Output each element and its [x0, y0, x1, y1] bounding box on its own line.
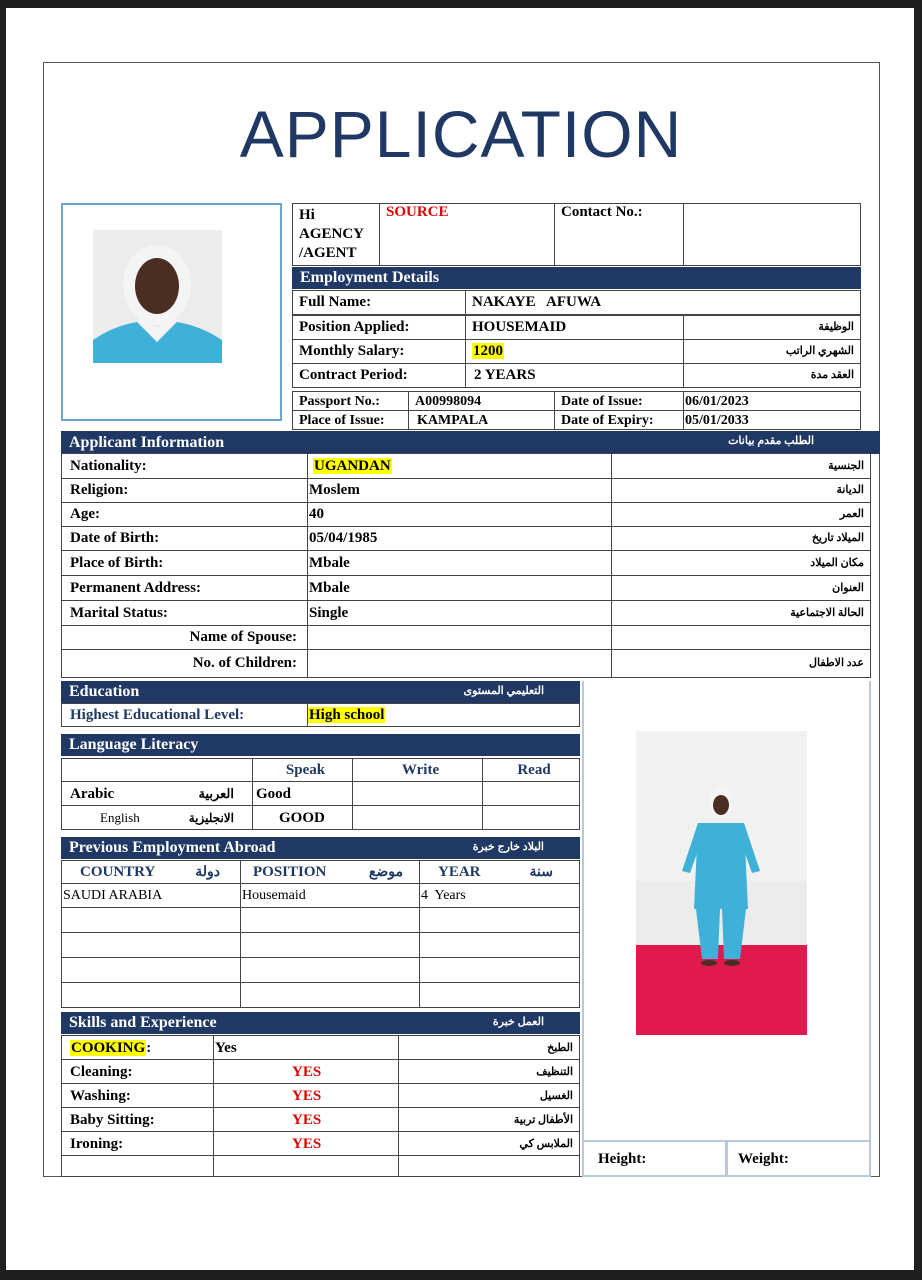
language-col-write: Write: [352, 758, 483, 782]
skill-row-label: Ironing:: [61, 1131, 214, 1156]
previous-empty-cell: [419, 932, 580, 958]
applicant-row-arabic: مكان الميلاد: [611, 550, 871, 576]
language-name-arabic: العربية: [198, 786, 234, 801]
applicant-row-label: No. of Children:: [61, 649, 308, 678]
issue-date-label: Date of Issue:: [554, 391, 684, 411]
applicant-row-value: [307, 649, 612, 678]
language-name: English: [100, 810, 140, 825]
previous-empty-cell: [240, 932, 420, 958]
education-header-arabic: التعليمي المستوى: [463, 685, 544, 697]
position-label: Position Applied:: [292, 315, 466, 340]
language-english-speak: GOOD: [252, 805, 353, 830]
height-label: Height:: [582, 1140, 727, 1177]
passport-value: A00998094: [408, 391, 555, 411]
applicant-row-arabic: عدد الاطفال: [611, 649, 871, 678]
applicant-row-arabic: الميلاد تاريخ: [611, 526, 871, 551]
language-row-english: [61, 805, 253, 830]
applicant-row-value: Mbale: [307, 575, 612, 601]
language-arabic-write: [352, 781, 483, 806]
applicant-row-label: Permanent Address:: [61, 575, 308, 601]
previous-row-year: 4 Years: [419, 883, 580, 908]
skills-header-arabic: العمل خبرة: [492, 1016, 544, 1028]
previous-header: Previous Employment Abroad: [61, 837, 580, 859]
col-label: COUNTRY: [80, 864, 156, 880]
previous-empty-cell: [61, 982, 241, 1008]
applicant-row-value: Single: [307, 600, 612, 626]
weight-label: Weight:: [726, 1140, 871, 1177]
language-col-speak: Speak: [252, 758, 353, 782]
education-level-value: [307, 703, 580, 727]
skills-header: Skills and Experience: [61, 1012, 580, 1034]
contact-value: [683, 203, 861, 266]
applicant-row-value: 05/04/1985: [307, 526, 612, 551]
skill-row-arabic: الغسيل: [398, 1083, 580, 1108]
contact-label: Contact No.:: [554, 203, 684, 266]
skill-row-arabic: [398, 1155, 580, 1177]
language-english-write: [352, 805, 483, 830]
language-col-read: Read: [482, 758, 580, 782]
skill-row-value: YES: [213, 1059, 399, 1084]
applicant-row-label: Name of Spouse:: [61, 625, 308, 650]
skill-row-value: [213, 1155, 399, 1177]
previous-col-year: [419, 860, 580, 884]
applicant-row-value: 40: [307, 502, 612, 527]
education-level-highlight: High school: [309, 707, 385, 723]
applicant-header: Applicant Information: [61, 431, 880, 454]
expiry-value: 05/01/2033: [683, 410, 861, 430]
applicant-row-arabic: [611, 625, 871, 650]
previous-empty-cell: [419, 982, 580, 1008]
applicant-row-arabic: الديانة: [611, 478, 871, 503]
previous-empty-cell: [419, 907, 580, 933]
previous-empty-cell: [240, 982, 420, 1008]
previous-empty-cell: [419, 957, 580, 983]
position-value: HOUSEMAID: [465, 315, 684, 340]
skill-row-label: [61, 1155, 214, 1177]
applicant-row-label: Religion:: [61, 478, 308, 503]
skill-row-value: YES: [213, 1131, 399, 1156]
skill-row-arabic: الأطفال تربية: [398, 1107, 580, 1132]
contract-value: 2 YEARS: [465, 363, 684, 388]
previous-col-position: [240, 860, 420, 884]
applicant-row-label: Date of Birth:: [61, 526, 308, 551]
language-corner: [61, 758, 253, 782]
language-name-arabic: الانجليزية: [188, 811, 234, 825]
portrait-photo: [93, 230, 222, 363]
previous-empty-cell: [61, 932, 241, 958]
applicant-row-value: [307, 625, 612, 650]
contract-arabic: العقد مدة: [683, 363, 861, 388]
language-english-read: [482, 805, 580, 830]
salary-value: [465, 339, 684, 364]
previous-row-position: Housemaid: [240, 883, 420, 908]
salary-highlight: 1200: [473, 343, 503, 359]
salary-label: Monthly Salary:: [292, 339, 466, 364]
col-label: YEAR: [438, 864, 481, 880]
full-body-photo: [636, 731, 807, 1035]
position-arabic: الوظيفة: [683, 315, 861, 340]
agency-label: Hi AGENCY /AGENT: [292, 203, 380, 266]
page-title: APPLICATION: [239, 97, 683, 171]
applicant-row-label: Nationality:: [61, 453, 308, 479]
skill-cooking-arabic: الطبخ: [398, 1035, 580, 1060]
language-name: Arabic: [70, 786, 115, 802]
skill-cooking-highlight: COOKING: [71, 1040, 146, 1056]
applicant-row-arabic: العمر: [611, 502, 871, 527]
skill-row-value: YES: [213, 1083, 399, 1108]
col-label-arabic: موضع: [368, 865, 403, 880]
applicant-row-label: Marital Status:: [61, 600, 308, 626]
place-issue-value: KAMPALA: [408, 410, 555, 430]
employment-header: Employment Details: [292, 267, 861, 289]
passport-label: Passport No.:: [292, 391, 409, 411]
applicant-row-arabic: الجنسية: [611, 453, 871, 479]
previous-empty-cell: [240, 957, 420, 983]
applicant-row-value: Mbale: [307, 550, 612, 576]
skill-row-label: Baby Sitting:: [61, 1107, 214, 1132]
issue-date-value: 06/01/2023: [683, 391, 861, 411]
applicant-row-label: Age:: [61, 502, 308, 527]
full-name-value: NAKAYE AFUWA: [465, 290, 861, 315]
language-row-arabic: [61, 781, 253, 806]
language-arabic-speak: Good: [252, 781, 353, 806]
nationality-highlight: UGANDAN: [314, 458, 391, 474]
expiry-label: Date of Expiry:: [554, 410, 684, 430]
contract-label: Contract Period:: [292, 363, 466, 388]
source-label: SOURCE: [379, 203, 555, 266]
applicant-row-value: Moslem: [307, 478, 612, 503]
previous-row-country: SAUDI ARABIA: [61, 883, 241, 908]
skill-cooking-value: Yes: [213, 1035, 399, 1060]
salary-arabic: الشهري الراتب: [683, 339, 861, 364]
applicant-header-arabic: الطلب مقدم بيانات: [728, 435, 814, 447]
skill-row-label: Cleaning:: [61, 1059, 214, 1084]
previous-col-country: [61, 860, 241, 884]
place-issue-label: Place of Issue:: [292, 410, 409, 430]
skill-row-arabic: التنظيف: [398, 1059, 580, 1084]
education-level-label: Highest Educational Level:: [61, 703, 308, 727]
skill-row-arabic: الملابس كي: [398, 1131, 580, 1156]
applicant-row-arabic: الحالة الاجتماعية: [611, 600, 871, 626]
skill-cooking-label: COOKING:: [61, 1035, 214, 1060]
previous-empty-cell: [61, 957, 241, 983]
col-label-arabic: سنة: [529, 865, 553, 880]
previous-header-arabic: البلاد خارج خبرة: [472, 841, 544, 853]
language-header: Language Literacy: [61, 734, 580, 756]
full-name-label: Full Name:: [292, 290, 466, 315]
language-arabic-read: [482, 781, 580, 806]
previous-empty-cell: [240, 907, 420, 933]
applicant-row-arabic: العنوان: [611, 575, 871, 601]
previous-empty-cell: [61, 907, 241, 933]
col-label-arabic: دولة: [195, 865, 220, 880]
col-label: POSITION: [253, 864, 327, 880]
education-header: Education: [61, 681, 580, 703]
applicant-row-value: [307, 453, 612, 479]
skill-row-label: Washing:: [61, 1083, 214, 1108]
applicant-row-label: Place of Birth:: [61, 550, 308, 576]
skill-row-value: YES: [213, 1107, 399, 1132]
